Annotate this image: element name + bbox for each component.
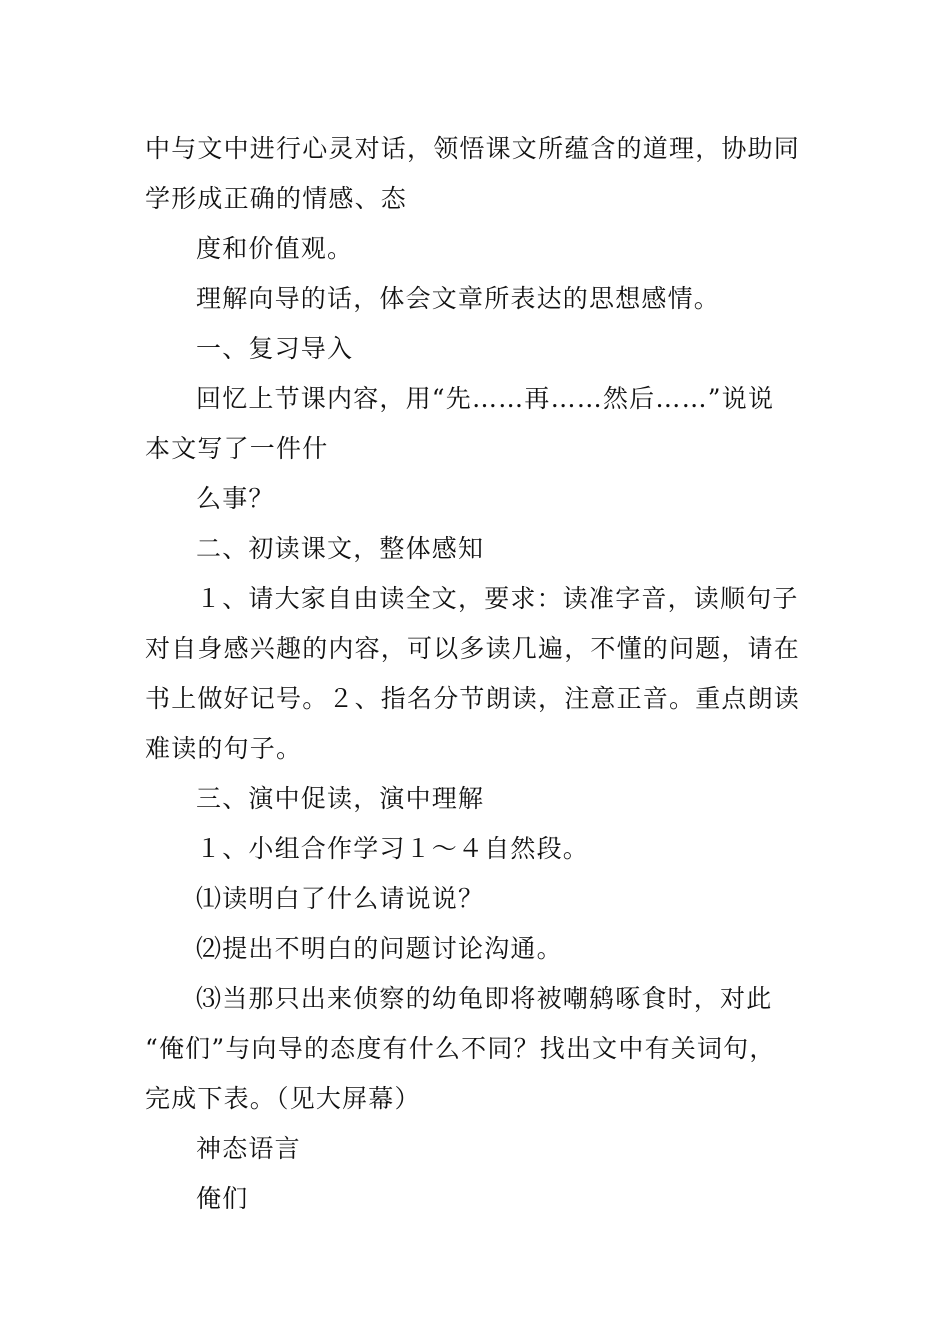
text-line: ⑶当那只出来侦察的幼龟即将被嘲鸫啄食时，对此 bbox=[196, 984, 773, 1013]
text-line: 度和价值观。 bbox=[196, 234, 354, 263]
section-heading: 二、初读课文，整体感知 bbox=[196, 534, 485, 563]
table-header-text: 神态语言 bbox=[196, 1134, 301, 1163]
text-line: 本文写了一件什 bbox=[145, 434, 329, 463]
text-line: ⑴读明白了什么请说说？ bbox=[196, 884, 485, 913]
text-line: 难读的句子。 bbox=[145, 734, 303, 763]
text-line: 学形成正确的情感、态 bbox=[145, 184, 408, 213]
text-line: 对自身感兴趣的内容，可以多读几遍，不懂的问题，请在 bbox=[145, 634, 801, 663]
text-line: 书上做好记号。２、指名分节朗读，注意正音。重点朗读 bbox=[145, 684, 801, 713]
section-heading: 三、演中促读，演中理解 bbox=[196, 784, 485, 813]
text-line: ⑵提出不明白的问题讨论沟通。 bbox=[196, 934, 563, 963]
text-line: “俺们”与向导的态度有什么不同？找出文中有关词句， bbox=[145, 1034, 776, 1063]
text-line: 理解向导的话，体会文章所表达的思想感情。 bbox=[196, 284, 721, 313]
text-line: 完成下表。（见大屏幕） bbox=[145, 1084, 421, 1113]
text-line: １、请大家自由读全文，要求：读准字音，读顺句子 bbox=[196, 584, 799, 613]
text-line: １、小组合作学习１～４自然段。 bbox=[196, 834, 590, 863]
text-line: 中与文中进行心灵对话，领悟课文所蕴含的道理，协助同 bbox=[145, 134, 801, 163]
text-line: 回忆上节课内容，用“先……再……然后……”说说 bbox=[196, 384, 775, 413]
table-row-text: 俺们 bbox=[196, 1184, 249, 1213]
section-heading: 一、复习导入 bbox=[196, 334, 354, 363]
text-line: 么事？ bbox=[196, 484, 275, 513]
